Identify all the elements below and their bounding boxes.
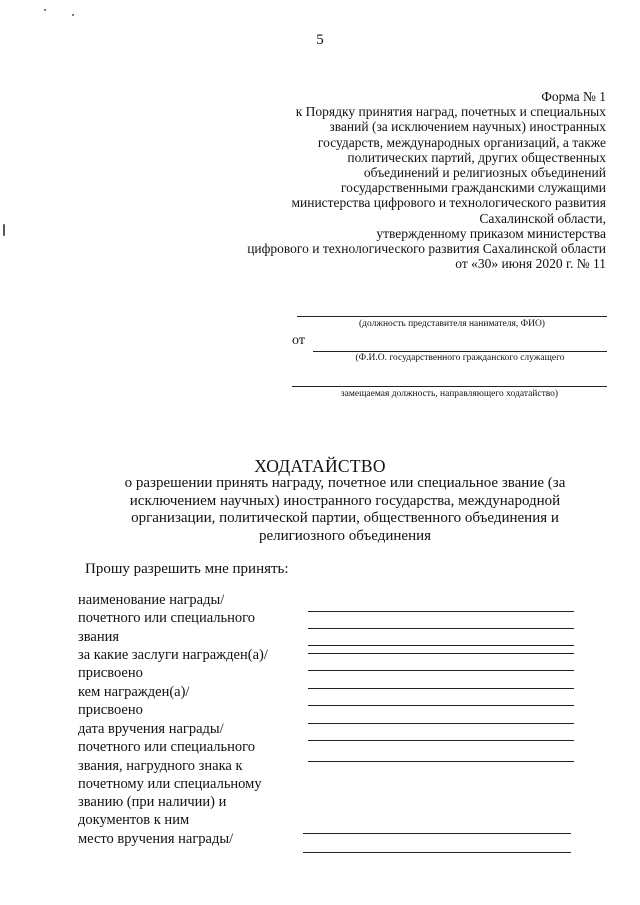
field-awarded-by-line[interactable] (308, 705, 574, 706)
field-label-line: почетного или специального (78, 739, 255, 756)
scan-speck (44, 9, 46, 11)
field-award-name-line[interactable] (308, 645, 574, 646)
field-award-name-line[interactable] (308, 628, 574, 629)
field-label-line: дата вручения награды/ (78, 721, 224, 737)
field-label-line: место вручения награды/ (78, 831, 234, 847)
field-merits-label (78, 646, 268, 683)
subtitle-line: о разрешении принять награду, почетное или специальное звание (за (124, 475, 566, 491)
field-label-line: присвоено (78, 665, 143, 682)
form-header-line: Сахалинской области, (479, 210, 606, 226)
field-label-line: присвоено (78, 702, 143, 719)
sender-position-caption: замещаемая должность, направляющего ходатайство) (340, 389, 559, 399)
field-awarded-by-label (78, 683, 189, 720)
addressee-position-line[interactable] (297, 316, 607, 317)
subtitle-line: религиозного объединения (258, 527, 432, 544)
field-award-date-label (78, 720, 262, 830)
field-award-place-line[interactable] (303, 833, 571, 834)
field-label-line: звания, нагрудного знака к (78, 757, 243, 774)
field-merits-line[interactable] (308, 670, 574, 671)
field-award-date-line[interactable] (308, 761, 574, 762)
sender-position-line[interactable] (292, 386, 607, 387)
field-label-line: за какие заслуги награжден(а)/ (78, 647, 268, 663)
form-header-line: Форма № 1 (541, 89, 606, 104)
addressee-position-caption: (должность представителя нанимателя, ФИО) (359, 319, 545, 329)
field-merits-line[interactable] (308, 653, 574, 654)
field-label-line: почетному или специальному (78, 775, 262, 792)
field-award-place-label (78, 830, 233, 848)
page-number: 5 (316, 32, 324, 48)
document-title: ХОДАТАЙСТВО (254, 456, 386, 476)
field-label-line: почетного или специального (78, 610, 255, 627)
scan-speck (3, 224, 5, 236)
field-award-name-line[interactable] (308, 611, 574, 612)
subtitle-line: исключением научных) иностранного государства, международной (129, 492, 561, 509)
form-header-line: государственными гражданскими служащими (340, 180, 606, 196)
field-label-line: звания (78, 628, 120, 645)
field-label-line: наименование награды/ (78, 592, 225, 608)
from-label: от (292, 333, 305, 348)
field-label-line: кем награжден(а)/ (78, 684, 190, 700)
document-subtitle (95, 475, 595, 545)
request-lead: Прошу разрешить мне принять: (85, 561, 289, 577)
form-header (186, 89, 606, 271)
field-label-line: званию (при наличии) и (78, 794, 227, 811)
field-award-name-label (78, 591, 255, 646)
form-header-line: утвержденному приказом министерства (376, 225, 606, 241)
form-header-line: от «30» июня 2020 г. № 11 (455, 256, 606, 272)
field-label-line: документов к ним (78, 812, 190, 829)
field-awarded-by-line[interactable] (308, 688, 574, 689)
subtitle-line: организации, политической партии, общественного объединения и (131, 510, 559, 526)
sender-name-caption: (Ф.И.О. государственного гражданского служащего (355, 353, 565, 363)
form-header-line: цифрового и технологического развития Сахалинской области (247, 241, 606, 257)
form-header-line: званий (за исключением научных) иностранных (329, 119, 606, 135)
sender-name-line[interactable] (313, 351, 607, 352)
form-header-line: министерства цифрового и технологического развития (291, 195, 606, 211)
field-award-date-line[interactable] (308, 723, 574, 724)
form-header-line: к Порядку принятия наград, почетных и специальных (295, 104, 606, 120)
scan-speck (72, 14, 74, 16)
form-header-line: политических партий, других общественных (347, 149, 606, 165)
form-header-line: объединений и религиозных объединений (363, 165, 606, 181)
field-award-date-line[interactable] (308, 740, 574, 741)
field-award-place-line[interactable] (303, 852, 571, 853)
form-header-line: государств, международных организаций, а также (317, 134, 606, 150)
